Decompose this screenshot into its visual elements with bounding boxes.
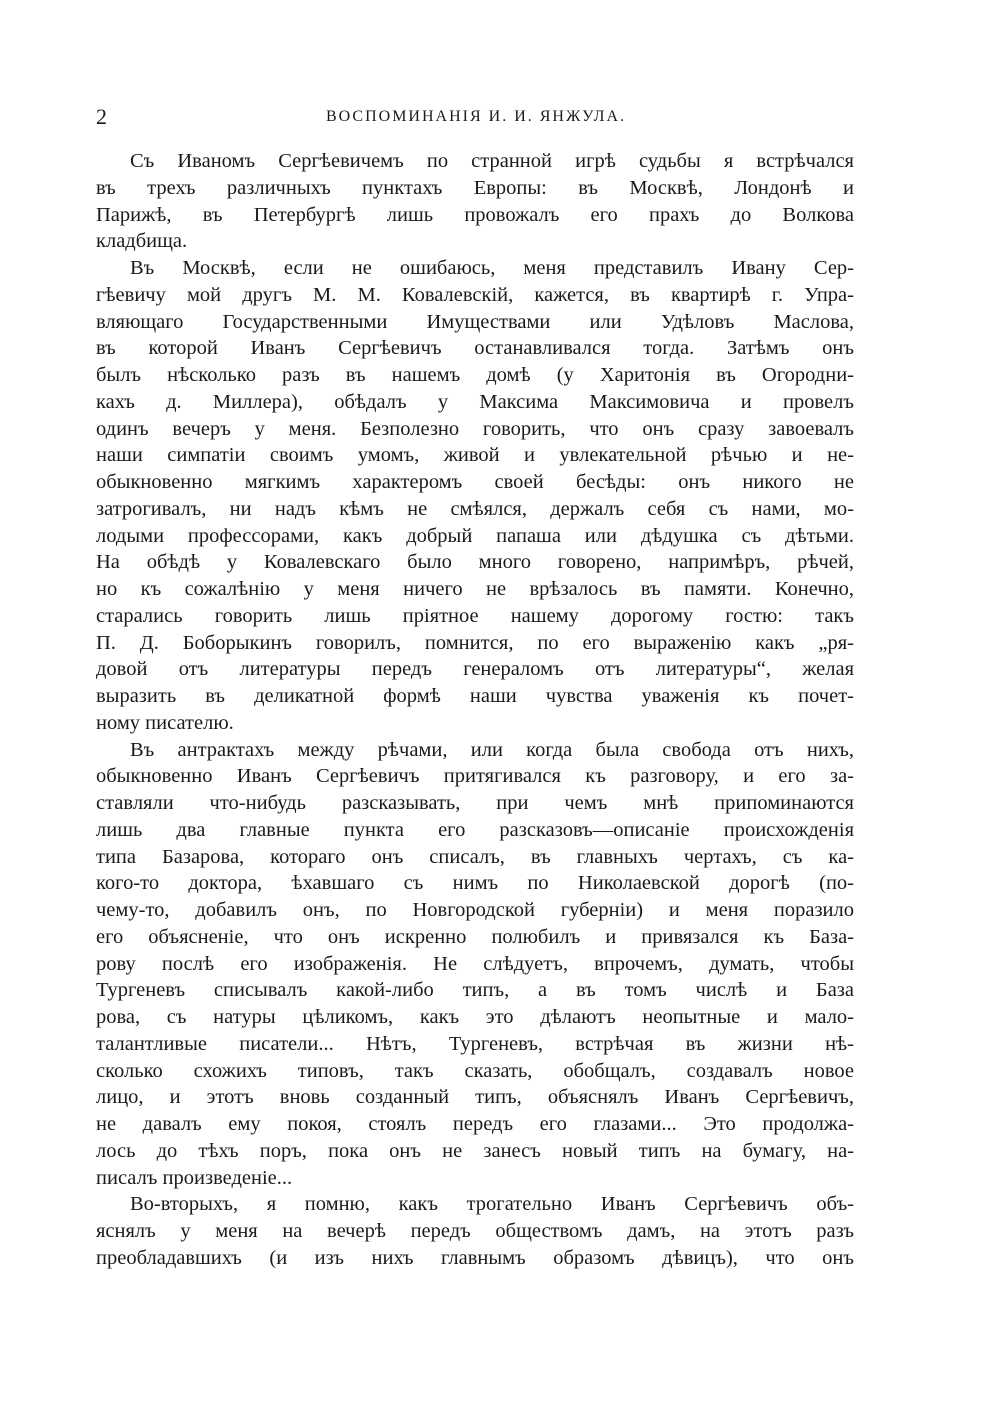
running-title: ВОСПОМИНАНІЯ И. И. ЯНЖУЛА. [325,108,627,125]
text-line: обыкновенно мягкимъ характеромъ своей бесѣды: онъ никого не [96,471,854,493]
text-line: кахъ д. Миллера), обѣдалъ у Максима Максимовича и провелъ [96,390,854,413]
text-line: ному писателю. [96,711,234,734]
text-line: Съ Иваномъ Сергѣевичемъ по странной игрѣ судьбы я встрѣчался [130,150,854,172]
text-line: обыкновенно Иванъ Сергѣевичъ притягивался къ разговору, и его за- [96,765,854,788]
text-line: но къ сожалѣнію у меня ничего не врѣзалось въ памяти. Конечно, [96,578,854,600]
text-line: въ которой Иванъ Сергѣевичъ останавливался тогда. Затѣмъ онъ [96,337,854,360]
text-line: вляющаго Государственными Имуществами или Удѣловъ Маслова, [96,310,854,333]
text-line: былъ нѣсколько разъ въ нашемъ домѣ (у Харитонія въ Огородни- [96,364,854,386]
page-number: 2 [96,104,108,129]
text-line: лишь два главные пункта его разсказовъ—описаніе происхожденія [96,818,854,841]
text-line: рова, съ натуры цѣликомъ, какъ это дѣлаютъ неопытные и мало- [96,1006,854,1028]
text-line: его объясненіе, что онъ искренно полюбилъ и привязался къ База- [96,925,854,948]
text-line: лицо, и этотъ вновь созданный типъ, объяснялъ Иванъ Сергѣевичъ, [96,1086,854,1109]
text-line: довой отъ литературы передъ генераломъ отъ литературы“, желая [96,658,854,681]
text-line: талантливые писатели... Нѣтъ, Тургеневъ, встрѣчая въ жизни нѣ- [96,1032,854,1055]
text-line: писалъ произведеніе... [96,1166,293,1189]
text-line: кладбища. [96,230,188,253]
text-line: гѣевичу мой другъ М. М. Ковалевскій, кажется, въ квартирѣ г. Упра- [96,283,854,306]
text-line: П. Д. Боборыкинъ говорилъ, помнится, по его выраженію какъ „ря- [96,631,854,654]
text-line: Во-вторыхъ, я помню, какъ трогательно Иванъ Сергѣевичъ объ- [130,1193,854,1216]
text-line: ставляли что-нибудь разсказывать, при чемъ мнѣ припоминаются [96,792,854,814]
text-line: Тургеневъ списывалъ какой-либо типъ, а въ томъ числѣ и База [96,979,854,1002]
text-line: типа Базарова, котораго онъ списалъ, въ главныхъ чертахъ, съ ка- [96,845,854,868]
text-line: старались говорить лишь пріятное нашему дорогому гостю: такъ [96,604,854,627]
text-line: одинъ вечеръ у меня. Безполезно говорить, что онъ сразу завоевалъ [96,417,854,440]
text-line: лодыми профессорами, какъ добрый папаша или дѣдушка съ дѣтьми. [96,524,854,547]
text-line: кого-то доктора, ѣхавшаго съ нимъ по Николаевской дорогѣ (по- [96,872,854,895]
text-line: Парижѣ, въ Петербургѣ лишь провожалъ его прахъ до Волкова [96,203,854,226]
text-line: На обѣдѣ у Ковалевскаго было много говорено, напримѣръ, рѣчей, [96,551,854,574]
text-line: преобладавшихъ (и изъ нихъ главнымъ образомъ дѣвицъ), что онъ [96,1246,854,1269]
text-line: чему-то, добавилъ онъ, по Новгородской губерніи) и меня поразило [96,899,854,921]
text-line: затрогивалъ, ни надъ кѣмъ не смѣялся, держалъ себя съ нами, мо- [96,497,854,520]
body-text [96,148,854,1272]
text-line: рову послѣ его изображенія. Не слѣдуетъ, впрочемъ, думать, чтобы [96,952,854,975]
text-line: наши симпатіи своимъ умомъ, живой и увлекательной рѣчью и не- [96,444,854,467]
text-line: лось до тѣхъ поръ, пока онъ не занесъ новый типъ на бумагу, на- [96,1139,854,1162]
text-line: не давалъ ему покоя, стоялъ передъ его глазами... Это продолжа- [96,1113,854,1135]
text-line: Въ Москвѣ, если не ошибаюсь, меня представилъ Ивану Сер- [130,257,854,279]
text-line: въ трехъ различныхъ пунктахъ Европы: въ Москвѣ, Лондонѣ и [96,176,854,199]
running-header [96,104,856,132]
text-line: сколько схожихъ типовъ, такъ сказать, обобщалъ, создавалъ новое [96,1059,854,1082]
text-line: выразить въ деликатной формѣ наши чувства уваженія къ почет- [96,685,854,707]
text-line: Въ антрактахъ между рѣчами, или когда была свобода отъ нихъ, [130,738,854,761]
text-line: яснялъ у меня на вечерѣ передъ обществомъ дамъ, на этотъ разъ [96,1220,854,1242]
